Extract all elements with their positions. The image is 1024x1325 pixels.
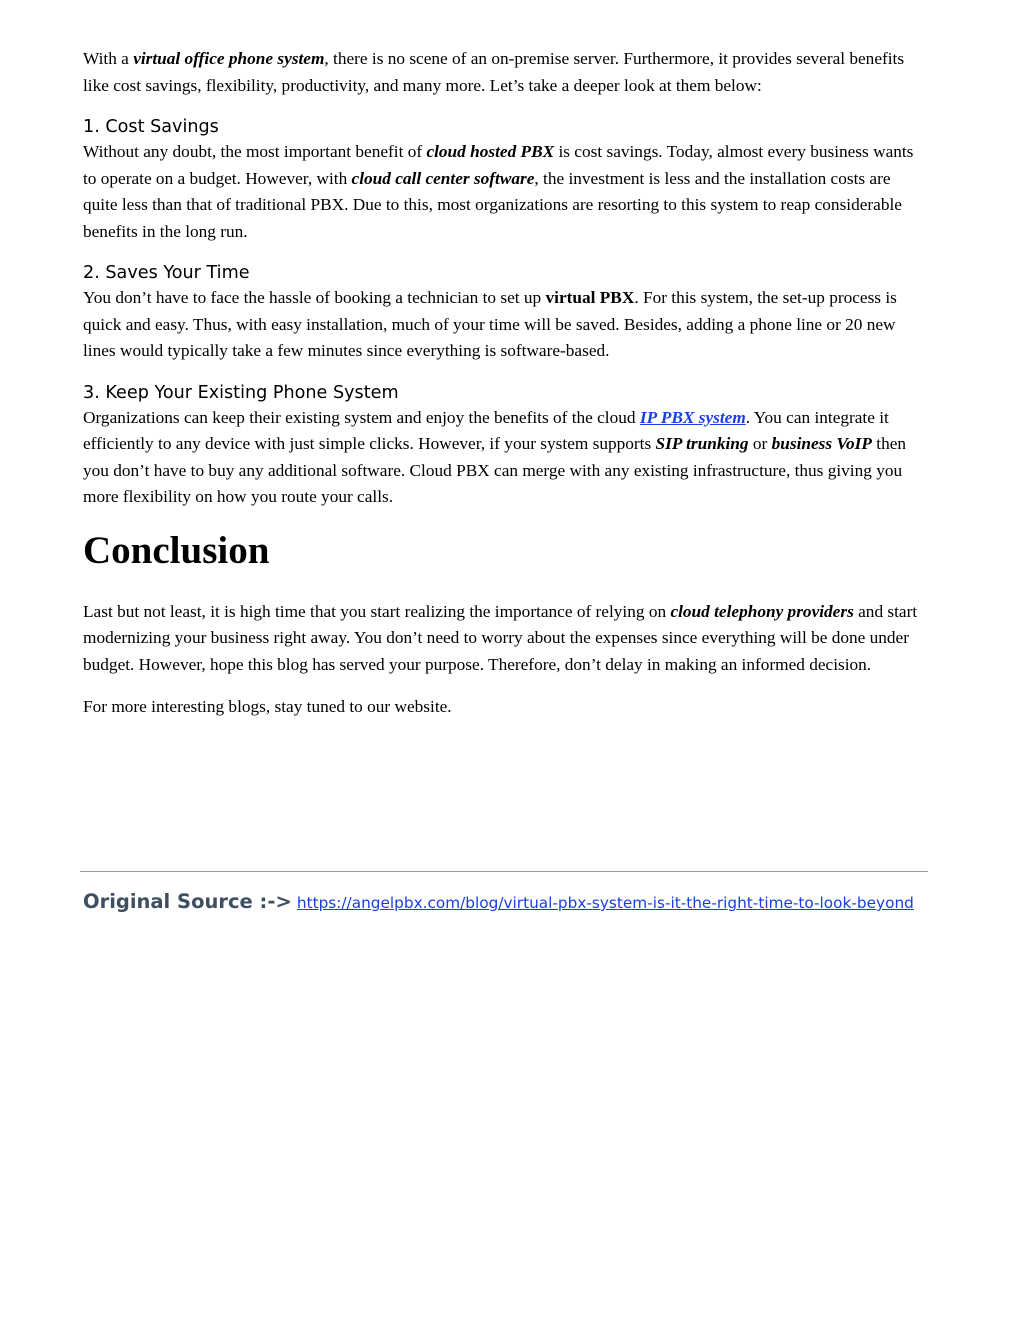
section-saves-your-time (83, 261, 928, 365)
intro-text-1: With a (83, 49, 134, 68)
section-heading-cost-savings: 1. Cost Savings (83, 117, 219, 137)
emphasis-virtual-pbx: virtual PBX (545, 288, 635, 307)
section-heading-keep-existing-phone-system: 3. Keep Your Existing Phone System (83, 382, 399, 403)
conclusion-heading: Conclusion (83, 528, 270, 572)
original-source-label: Original Source :-> (83, 890, 292, 913)
ip-pbx-system-link[interactable]: IP PBX system (639, 407, 746, 427)
section-paragraph-keep-existing-phone-system: Organizations can keep their existing system and enjoy the benefits of the cloud IP PBX system. You can integrate it efficiently to any device with just simple clicks. However, if your system supports SIP trunking or business VoIP then you don’t have to buy any additional software. Cloud PBX can merge with any existing infrastructure, thus giving you more flexibility on how you route your calls. (83, 407, 907, 506)
original-source-line (83, 890, 914, 913)
intro-text-2: , there is no scene of an on-premise server. Furthermore, it provides several benefits like cost savings, flexibility, productivity, and many more. Let’s take a deeper look at them below: (83, 49, 905, 95)
document-body (83, 46, 928, 721)
emphasis-cloud-hosted-pbx: cloud hosted PBX (426, 142, 555, 161)
emphasis-business-voip: business VoIP (771, 434, 872, 453)
original-source-link[interactable]: https://angelpbx.com/blog/virtual-pbx-system-is-it-the-right-time-to-look-beyond (296, 894, 914, 912)
section-keep-existing-phone-system (83, 381, 928, 511)
intro-emphasis-virtual-office-phone-system: virtual office phone system (133, 49, 325, 68)
section-paragraph-saves-your-time: You don’t have to face the hassle of booking a technician to set up virtual PBX. For this system, the set-up process is quick and easy. Thus, with easy installation, much of your time will be saved. Besides, adding a phone line or 20 new lines would typically take a few minutes since everything is software-based. (83, 288, 897, 360)
intro-paragraph (83, 46, 928, 99)
emphasis-cloud-telephony-providers: cloud telephony providers (670, 601, 854, 621)
emphasis-cloud-call-center-software: cloud call center software (351, 168, 535, 188)
closing-paragraph: For more interesting blogs, stay tuned to our website. (83, 697, 452, 716)
section-paragraph-cost-savings: Without any doubt, the most important benefit of cloud hosted PBX is cost savings. Today, almost every business wants to operate on a budget. However, with cloud call center software, the investment is less and the installation costs are quite less than that of traditional PBX. Due to this, most organizations are resorting to this system to reap considerable benefits in the long run. (83, 142, 914, 241)
section-heading-saves-your-time: 2. Saves Your Time (83, 263, 250, 283)
emphasis-sip-trunking: SIP trunking (655, 434, 749, 453)
conclusion-paragraph: Last but not least, it is high time that you start realizing the importance of relying on cloud telephony providers and start modernizing your business right away. You don’t need to worry about the expenses since everything will be done under budget. However, hope this blog has served your purpose. Therefore, don’t delay in making an informed decision. (83, 601, 918, 674)
section-cost-savings (83, 115, 928, 245)
horizontal-divider (80, 871, 928, 872)
